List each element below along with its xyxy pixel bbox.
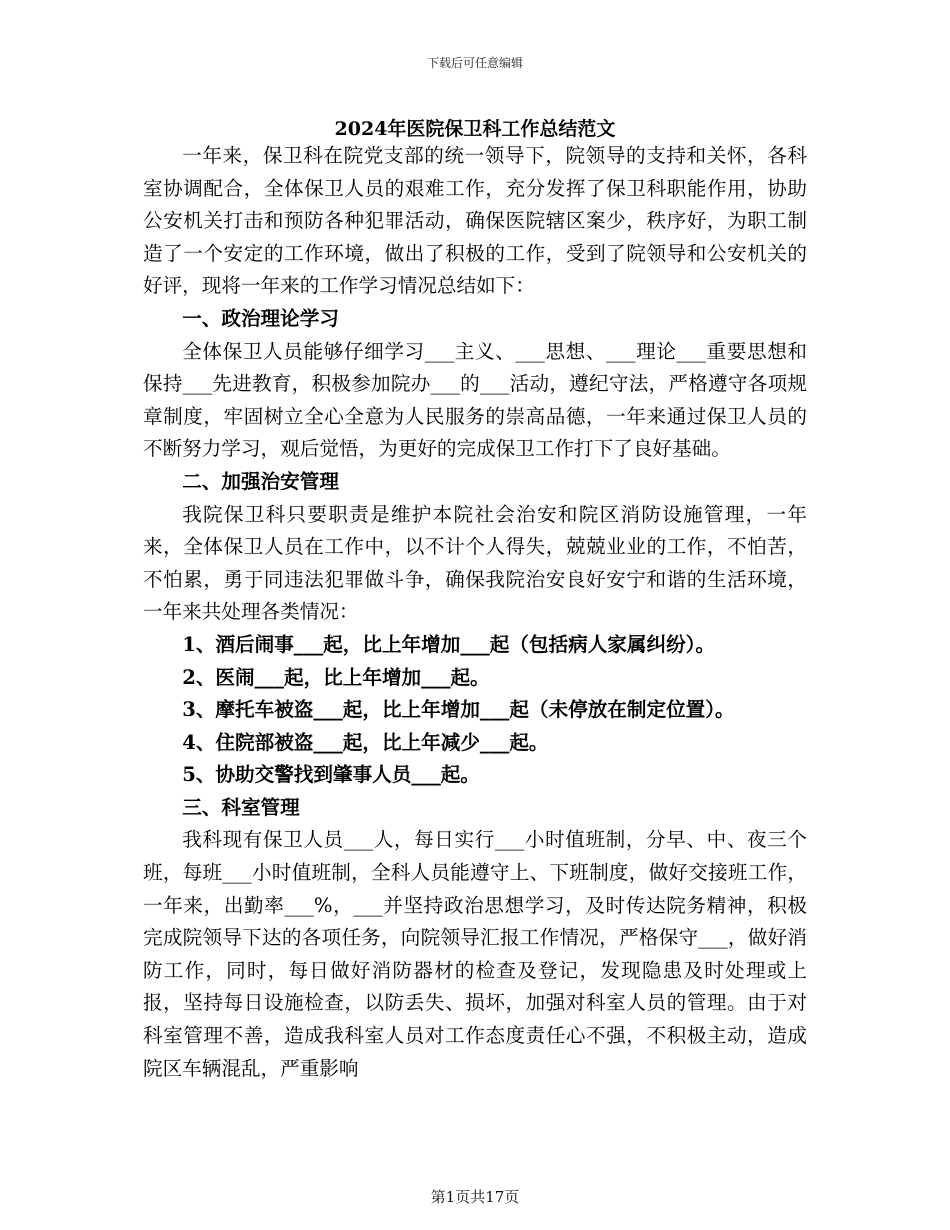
list-item: 5、协助交警找到肇事人员___起。 [182, 763, 480, 787]
document-body [143, 140, 807, 1085]
section-heading: 二、加强治安管理 [182, 469, 339, 493]
paragraph: 全体保卫人员能够仔细学习___主义、___思想、___理论___重要思想和保持___先进教育，积极参加院办___的___活动，遵纪守法，严格遵守各项规章制度，牢固树立全心全意为人民服务的崇高品德，一年来通过保卫人员的不断努力学习，观后觉悟，为更好的完成保卫工作打下了良好基础。 [143, 339, 807, 461]
section-heading: 一、政治理论学习 [182, 306, 339, 330]
section-heading: 三、科室管理 [182, 795, 300, 819]
list-item: 1、酒后闹事___起，比上年增加___起（包括病人家属纠纷）。 [182, 632, 716, 656]
paragraph: 一年来，保卫科在院党支部的统一领导下，院领导的支持和关怀，各科室协调配合，全体保卫人员的艰难工作，充分发挥了保卫科职能作用，协助公安机关打击和预防各种犯罪活动，确保医院辖区案少，秩序好，为职工制造了一个安定的工作环境，做出了积极的工作，受到了院领导和公安机关的好评，现将一年来的工作学习情况总结如下： [143, 144, 807, 298]
document-title: 2024年医院保卫科工作总结范文 [334, 118, 616, 140]
page-footer: 第1页共17页 [430, 1188, 520, 1206]
list-item: 3、摩托车被盗___起，比上年增加___起（未停放在制定位置）。 [182, 698, 735, 722]
list-item: 2、医闹___起，比上年增加___起。 [182, 665, 490, 689]
header-note: 下载后可任意编辑 [426, 56, 523, 70]
paragraph: 我院保卫科只要职责是维护本院社会治安和院区消防设施管理，一年来，全体保卫人员在工作中，以不计个人得失，兢兢业业的工作，不怕苦，不怕累，勇于同违法犯罪做斗争，确保我院治安良好安宁和谐的生活环境，一年来共处理各类情况： [143, 502, 807, 624]
paragraph: 我科现有保卫人员___人，每日实行___小时值班制，分早、中、夜三个班，每班___小时值班制，全科人员能遵守上、下班制度，做好交接班工作，一年来，出勤率___%，___并坚持政治思想学习，及时传达院务精神，积极完成院领导下达的各项任务，向院领导汇报工作情况，严格保守___，做好消防工作，同时，每日做好消防器材的检查及登记，发现隐患及时处理或上报，坚持每日设施检查，以防丢失、损坏，加强对科室人员的管理。由于对科室管理不善，造成我科室人员对工作态度责任心不强，不积极主动，造成院区车辆混乱，严重影响 [143, 828, 807, 1080]
list-item: 4、住院部被盗___起，比上年减少___起。 [182, 730, 549, 754]
